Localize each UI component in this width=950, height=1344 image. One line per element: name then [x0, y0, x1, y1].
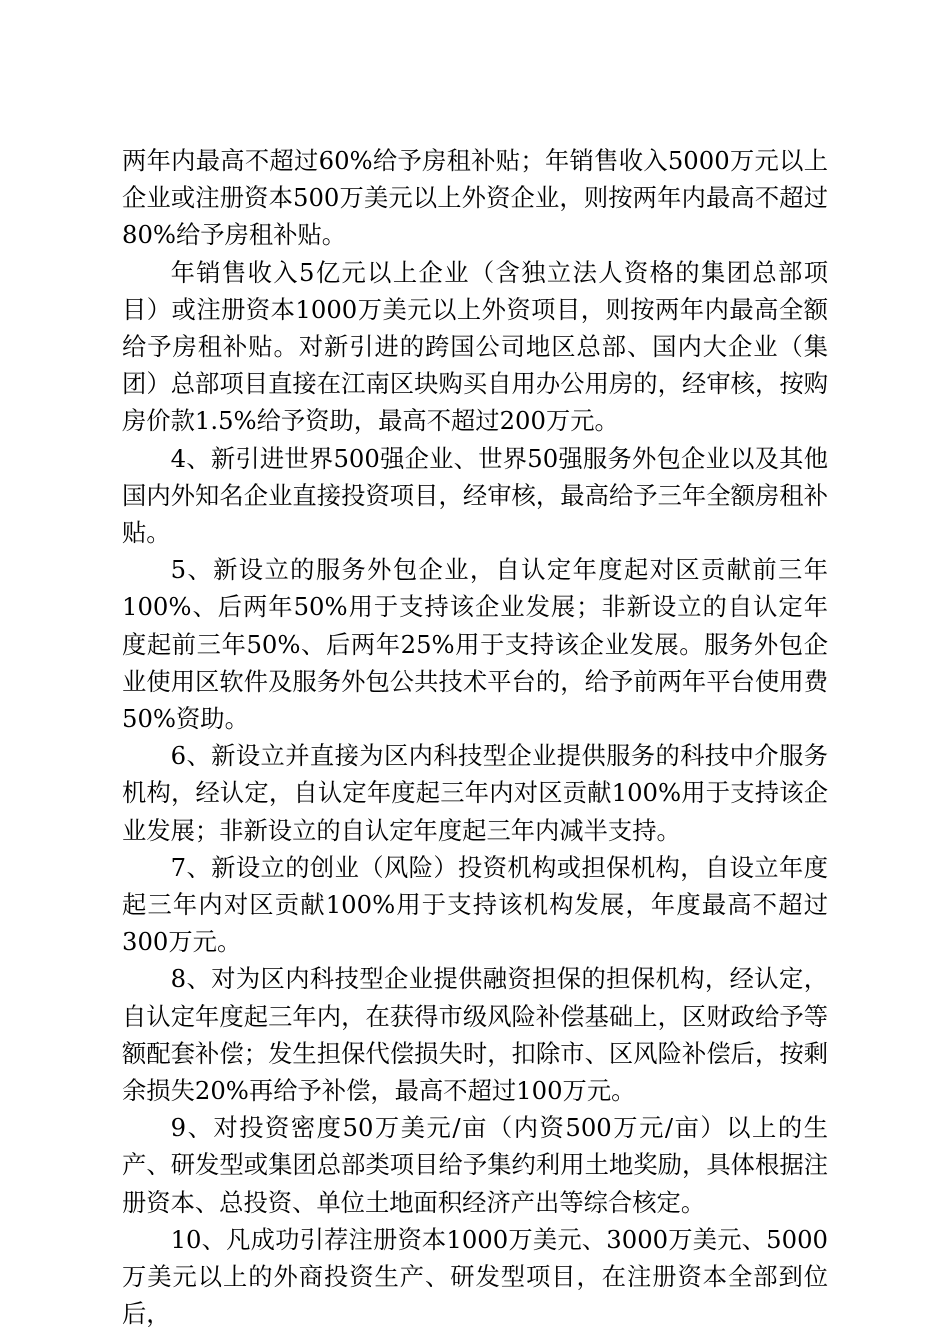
- paragraph-rent-subsidy-continued: 两年内最高不超过60%给予房租补贴；年销售收入5000万元以上企业或注册资本500万美元以上外资企业，则按两年内最高不超过80%给予房租补贴。: [122, 146, 828, 250]
- paragraph-item-6: 6、新设立并直接为区内科技型企业提供服务的科技中介服务机构，经认定，自认定年度起三年内对区贡献100%用于支持该企业发展；非新设立的自认定年度起三年内减半支持。: [122, 741, 828, 845]
- paragraph-item-4: 4、新引进世界500强企业、世界50强服务外包企业以及其他国内外知名企业直接投资项目，经审核，最高给予三年全额房租补贴。: [122, 443, 828, 548]
- paragraph-item-8: 8、对为区内科技型企业提供融资担保的担保机构，经认定，自认定年度起三年内，在获得市级风险补偿基础上，区财政给予等额配套补偿；发生担保代偿损失时，扣除市、区风险补偿后，按剩余损失20%再给予补偿，最高不超过100万元。: [122, 964, 828, 1106]
- paragraph-item-9: 9、对投资密度50万美元/亩（内资500万元/亩）以上的生产、研发型或集团总部类项目给予集约利用土地奖励，具体根据注册资本、总投资、单位土地面积经济产出等综合核定。: [122, 1113, 828, 1217]
- paragraph-item-7: 7、新设立的创业（风险）投资机构或担保机构，自设立年度起三年内对区贡献100%用于支持该机构发展，年度最高不超过300万元。: [122, 852, 828, 957]
- paragraph-headquarters-subsidy: 年销售收入5亿元以上企业（含独立法人资格的集团总部项目）或注册资本1000万美元以上外资项目，则按两年内最高全额给予房租补贴。对新引进的跨国公司地区总部、国内大企业（集团）总部项目直接在江南区块购买自用办公用房的，经审核，按购房价款1.5%给予资助，最高不超过200万元。: [122, 257, 828, 436]
- paragraph-item-10: 10、凡成功引荐注册资本1000万美元、3000万美元、5000万美元以上的外商投资生产、研发型项目，在注册资本全部到位后，: [122, 1224, 828, 1329]
- document-page: [122, 142, 828, 1333]
- paragraph-item-5: 5、新设立的服务外包企业，自认定年度起对区贡献前三年100%、后两年50%用于支持该企业发展；非新设立的自认定年度起前三年50%、后两年25%用于支持该企业发展。服务外包企业使用区软件及服务外包公共技术平台的，给予前两年平台使用费50%资助。: [122, 555, 828, 734]
